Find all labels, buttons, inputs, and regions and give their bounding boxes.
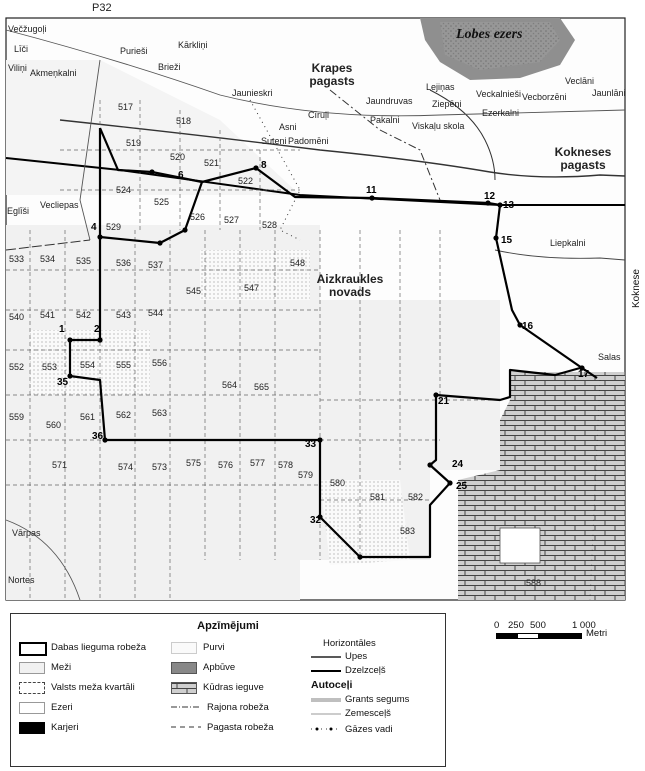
quarter-label: 553 (42, 362, 58, 372)
quarter-label: 524 (116, 185, 132, 195)
area-label-aizkraukles: Aizkraukles novads (316, 272, 384, 299)
legend-label-bogs: Purvi (203, 642, 225, 653)
quarter-label: 583 (400, 526, 416, 536)
side-label-koknese: Koknese (631, 269, 642, 308)
scale-segment (538, 633, 582, 639)
legend-label-reserve: Dabas lieguma robeža (51, 642, 147, 653)
quarter-label: 541 (40, 310, 56, 320)
quarter-label: 533 (9, 254, 25, 264)
place-label: Jaunieskri (232, 88, 273, 98)
legend-label-district: Rajona robeža (207, 702, 269, 713)
place-label: Vecliepas (40, 200, 79, 210)
point-label: 11 (366, 185, 377, 196)
legend-swatch-railway (311, 669, 341, 673)
legend-swatch-reserve (19, 642, 47, 656)
place-label: Vecborzēni (522, 92, 567, 102)
place-label: Cīruļi (308, 110, 330, 120)
quarter-label: 518 (176, 116, 192, 126)
quarter-label: 540 (9, 312, 25, 322)
area-label-kokneses: Kokneses pagasts (554, 145, 612, 172)
legend-label-forests: Meži (51, 662, 72, 673)
quarter-label: 562 (116, 410, 132, 420)
place-label: Pakalni (370, 115, 400, 125)
point-label: 33 (305, 439, 317, 450)
scale-segment (517, 633, 539, 639)
quarter-label: 561 (80, 412, 96, 422)
legend-label-parish: Pagasta robeža (207, 722, 274, 733)
legend-label-railway: Dzelzceļš (345, 665, 386, 676)
legend-label-rivers: Upes (345, 651, 368, 662)
place-label: Lejiņas (426, 82, 455, 92)
quarter-label: 522 (238, 176, 254, 186)
legend-label-roads: Autoceļi (311, 679, 353, 691)
legend-swatch-peat (171, 682, 197, 694)
scale-tick: 1 000 (572, 620, 596, 631)
point-label: 21 (438, 396, 450, 407)
legend-swatch-bogs (171, 642, 197, 654)
place-label: Liepkalni (550, 238, 586, 248)
area-label-krapes: Krapes pagasts (309, 61, 355, 88)
place-label: Veclāni (565, 76, 595, 86)
scale-unit: Metri (586, 628, 608, 639)
quarter-label: 580 (330, 478, 346, 488)
legend-swatch-gravel (311, 698, 341, 702)
point-label: 8 (261, 160, 267, 171)
quarter-label: 575 (186, 458, 202, 468)
place-label: Purieši (120, 46, 148, 56)
road-label-p32: P32 (92, 2, 112, 14)
place-label: Veckalnieši (476, 89, 522, 99)
point-label: 15 (501, 235, 513, 246)
quarter-label: 573 (152, 462, 168, 472)
legend-swatch-quarters (19, 682, 45, 694)
quarter-label: 547 (244, 283, 260, 293)
point-label: 32 (310, 515, 322, 526)
place-label: Brieži (158, 62, 181, 72)
legend-swatch-buildings (171, 662, 197, 674)
legend-label-lakes: Ezeri (51, 702, 73, 713)
point-label: 1 (59, 324, 65, 335)
quarter-label: 543 (116, 310, 132, 320)
quarter-label: 542 (76, 310, 92, 320)
legend-label-quarters: Valsts meža kvartāli (51, 682, 135, 693)
quarter-label: 528 (262, 220, 278, 230)
quarter-label: 556 (152, 358, 168, 368)
quarter-label: 521 (204, 158, 220, 168)
point-label: 25 (456, 481, 468, 492)
quarter-label: 520 (170, 152, 186, 162)
quarter-label: 537 (148, 260, 164, 270)
quarter-label: 548 (290, 258, 306, 268)
quarter-label: 545 (186, 286, 202, 296)
scale-bar (494, 620, 624, 650)
scale-segment (496, 633, 518, 639)
place-label: Suteni (261, 136, 287, 146)
quarter-label: 577 (250, 458, 266, 468)
place-label: Salas (598, 352, 621, 362)
bog-area (320, 480, 410, 565)
legend-swatch-quarries (19, 722, 45, 734)
legend-swatch-lakes (19, 702, 45, 714)
legend-box (10, 613, 446, 767)
place-label: Viskaļu skola (412, 121, 465, 131)
place-label: Nortes (8, 575, 35, 585)
quarter-label: 559 (9, 412, 25, 422)
quarter-label: 519 (126, 138, 142, 148)
legend-label-contours: Horizontāles (323, 638, 376, 649)
point-label: 17 (578, 369, 590, 380)
place-label: Eglīši (7, 206, 30, 216)
legend-label-peat: Kūdras ieguve (203, 682, 264, 693)
legend-swatch-dirt (311, 712, 341, 716)
place-label: Līči (14, 44, 29, 54)
scale-tick: 500 (530, 620, 546, 631)
legend-label-buildings: Apbūve (203, 662, 236, 673)
point-label: 6 (178, 170, 184, 181)
legend-swatch-parish (171, 724, 201, 730)
lake-label: Lobes ezers (456, 27, 523, 42)
place-label: Vārpas (12, 528, 41, 538)
place-label: Viliņi (8, 63, 27, 73)
scale-tick: 250 (508, 620, 524, 631)
quarter-label: 525 (154, 197, 170, 207)
quarter-label: 536 (116, 258, 132, 268)
place-label: Akmeņkalni (30, 68, 77, 78)
quarter-label: 535 (76, 256, 92, 266)
point-label: 4 (91, 222, 97, 233)
quarter-label: 527 (224, 215, 240, 225)
point-label: 2 (94, 324, 100, 335)
point-label: 24 (452, 459, 464, 470)
place-label: Padomēni (288, 136, 329, 146)
quarter-label: 588 (526, 578, 542, 588)
quarter-label: 555 (116, 360, 132, 370)
legend-label-gas: Gāzes vadi (345, 724, 393, 735)
place-label: Ziepēni (432, 99, 462, 109)
quarter-label: 554 (80, 360, 96, 370)
quarter-label: 526 (190, 212, 206, 222)
legend-label-quarries: Karjeri (51, 722, 79, 733)
legend-label-dirt: Zemesceļš (345, 708, 391, 719)
peat-clearing (500, 528, 540, 563)
scale-tick: 0 (494, 620, 500, 631)
quarter-label: 571 (52, 460, 68, 470)
place-label: Ezerkalni (482, 108, 520, 118)
legend-label-gravel: Grants segums (345, 694, 410, 705)
quarter-label: 574 (118, 462, 134, 472)
legend-swatch-rivers (311, 655, 341, 659)
quarter-label: 563 (152, 408, 168, 418)
place-label: Asni (279, 122, 297, 132)
legend-swatch-forests (19, 662, 45, 674)
quarter-label: 560 (46, 420, 62, 430)
place-label: Kārkliņi (178, 40, 208, 50)
place-label: Jaunlāni (592, 88, 626, 98)
place-label: Jaundruvas (366, 96, 413, 106)
quarter-label: 529 (106, 222, 122, 232)
point-label: 16 (522, 321, 534, 332)
quarter-label: 544 (148, 308, 164, 318)
quarter-label: 564 (222, 380, 238, 390)
point-label: 35 (57, 377, 69, 388)
quarter-label: 578 (278, 460, 294, 470)
legend-title: Apzīmējumi (197, 620, 259, 632)
point-label: 13 (503, 200, 515, 211)
point-label: 36 (92, 431, 104, 442)
quarter-label: 517 (118, 102, 134, 112)
quarter-label: 581 (370, 492, 386, 502)
quarter-label: 582 (408, 492, 424, 502)
point-label: 12 (484, 191, 496, 202)
quarter-label: 576 (218, 460, 234, 470)
place-label: Večžugoļi (8, 24, 47, 34)
quarter-label: 565 (254, 382, 270, 392)
quarter-label: 579 (298, 470, 314, 480)
legend-swatch-district (171, 704, 201, 710)
quarter-label: 552 (9, 362, 25, 372)
quarter-label: 534 (40, 254, 56, 264)
legend-swatch-gas (311, 726, 341, 732)
